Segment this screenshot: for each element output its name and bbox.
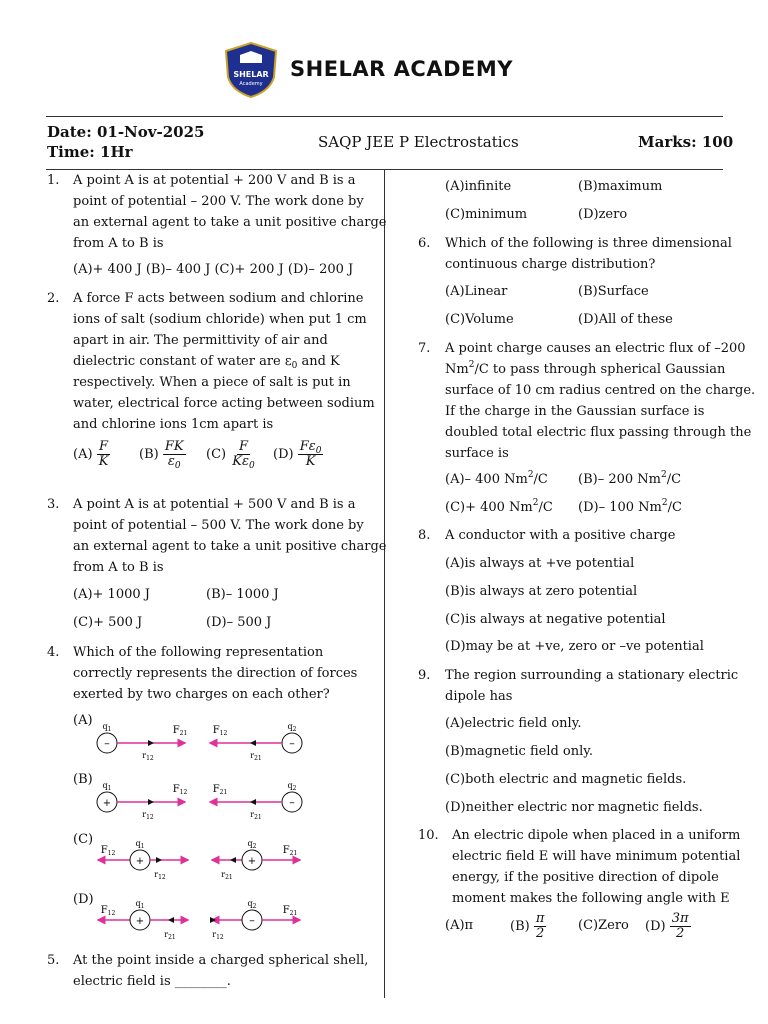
- q10-option-b: (B) $\frac{\pi}{2}$: [510, 911, 545, 941]
- q3-option-b: (B)– 1000 J: [206, 587, 279, 602]
- text-line: The region surrounding a stationary electric: [445, 668, 739, 683]
- charge-sign: +: [135, 856, 145, 867]
- exam-date: Date: 01-Nov-2025: [47, 123, 205, 141]
- text-line: an external agent to take a unit positive charge: [73, 539, 387, 554]
- unit-vector-label: $r_{21}$: [164, 930, 176, 941]
- question-text: [73, 642, 357, 705]
- q4-label-c: (C): [73, 832, 94, 847]
- unit-vector-label: $r_{21}$: [250, 751, 262, 762]
- question-text: [73, 494, 387, 578]
- charge-label: $q_2$: [287, 722, 297, 733]
- academy-name: SHELAR ACADEMY: [290, 57, 513, 81]
- force-label: $F_{12}$: [100, 905, 116, 917]
- text-line: A point charge causes an electric flux of –200: [445, 341, 746, 356]
- text-line: A force F acts between sodium and chlorine: [73, 291, 364, 306]
- unit-vector-label: $r_{21}$: [221, 870, 233, 881]
- q6-option-c: (C)Volume: [445, 312, 514, 327]
- q8-option-c: (C)is always at negative potential: [445, 612, 666, 627]
- text-line: An electric dipole when placed in a uniform: [452, 828, 741, 843]
- text-line: dielectric constant of water are $\varepsilon_0$ and K: [73, 354, 340, 371]
- fraction: $\frac{F\varepsilon_0}{K}$: [299, 439, 322, 469]
- q2-option-a: (A) $\frac{F}{K}$: [73, 439, 109, 469]
- exam-marks: Marks: 100: [638, 133, 734, 151]
- q10-option-d: (D) $\frac{3\pi}{2}$: [645, 911, 689, 941]
- q10-option-c: (C)Zero: [578, 918, 629, 933]
- charge-sign: +: [135, 916, 145, 927]
- text-line: Which of the following is three dimensional: [445, 236, 732, 251]
- text-line: respectively. When a piece of salt is put in: [73, 375, 351, 390]
- q8-option-a: (A)is always at +ve potential: [445, 556, 635, 571]
- q7-option-c: (C)+ 400 Nm$^2$/C: [445, 498, 553, 515]
- question-text: [452, 825, 740, 909]
- q9-option-c: (C)both electric and magnetic fields.: [445, 772, 687, 787]
- q6-option-b: (B)Surface: [578, 284, 649, 299]
- text-line: from A to B is: [73, 560, 164, 575]
- q6-option-a: (A)Linear: [445, 284, 508, 299]
- text-line: an external agent to take a unit positive charge: [73, 215, 387, 230]
- text-line: electric field E will have minimum potential: [452, 849, 741, 864]
- text-line: water, electrical force acting between sodium: [73, 396, 375, 411]
- charge-sign: –: [289, 737, 295, 750]
- exam-time: Time: 1Hr: [47, 143, 133, 161]
- q5-option-a: (A)infinite: [445, 179, 512, 194]
- text-line: energy, if the positive direction of dipole: [452, 870, 719, 885]
- question-text: [73, 950, 368, 992]
- header-rule-top: [46, 116, 723, 117]
- fraction: $\frac{FK}{\varepsilon_0}$: [164, 439, 184, 471]
- text-line: A point A is at potential + 500 V and B is a: [73, 497, 356, 512]
- force-label: $F_{21}$: [172, 725, 188, 737]
- question-number: 6.: [418, 236, 431, 251]
- q7-option-d: (D)– 100 Nm$^2$/C: [578, 498, 682, 515]
- q4-force-diagrams: [90, 710, 320, 950]
- diagram-c: [98, 839, 300, 881]
- q10-option-a: (A)π: [445, 918, 474, 933]
- text-line: surface is: [445, 446, 509, 461]
- fraction: $\frac{3\pi}{2}$: [671, 911, 689, 941]
- text-line: from A to B is: [73, 236, 164, 251]
- charge-label: $q_1$: [135, 899, 145, 910]
- text-line: electric field is ________.: [73, 974, 231, 989]
- text-line: ions of salt (sodium chloride) when put 1 cm: [73, 312, 367, 327]
- charge-label: $q_1$: [102, 722, 112, 733]
- text-line: At the point inside a charged spherical shell,: [73, 953, 369, 968]
- force-label: $F_{12}$: [172, 784, 188, 796]
- question-number: 10.: [418, 828, 439, 843]
- q9-option-b: (B)magnetic field only.: [445, 744, 594, 759]
- q5-option-d: (D)zero: [578, 207, 628, 222]
- q8-option-b: (B)is always at zero potential: [445, 584, 638, 599]
- charge-label: $q_2$: [287, 781, 297, 792]
- charge-label: $q_1$: [135, 839, 145, 850]
- q2-option-d: (D) $\frac{F\varepsilon_0}{K}$: [273, 439, 322, 469]
- question-text: [445, 338, 755, 464]
- q6-option-d: (D)All of these: [578, 312, 673, 327]
- fraction: $\frac{F}{K}$: [98, 439, 109, 469]
- logo-line1: SHELAR: [233, 70, 269, 79]
- q3-option-a: (A)+ 1000 J: [73, 587, 150, 602]
- unit-vector-label: $r_{21}$: [250, 810, 262, 821]
- academy-logo: [222, 41, 280, 99]
- question-text: [445, 665, 738, 707]
- question-text: [73, 288, 375, 435]
- q9-option-a: (A)electric field only.: [445, 716, 582, 731]
- charge-sign: –: [104, 737, 110, 750]
- q4-label-b: (B): [73, 772, 93, 787]
- fraction: $\frac{\pi}{2}$: [535, 911, 545, 941]
- force-label: $F_{21}$: [282, 845, 298, 857]
- text-line: and chlorine ions 1cm apart is: [73, 417, 274, 432]
- force-label: $F_{21}$: [282, 905, 298, 917]
- q3-option-c: (C)+ 500 J: [73, 615, 143, 630]
- q2-option-b: (B) $\frac{FK}{\varepsilon_0}$: [139, 439, 184, 471]
- unit-vector-label: $r_{12}$: [142, 810, 154, 821]
- diagram-b: [97, 781, 302, 821]
- logo-line2: Academy: [239, 81, 263, 87]
- question-text: [445, 233, 732, 275]
- q9-option-d: (D)neither electric nor magnetic fields.: [445, 800, 703, 815]
- text-line: apart in air. The permittivity of air and: [73, 333, 328, 348]
- unit-vector-label: $r_{12}$: [142, 751, 154, 762]
- text-line: Which of the following representation: [73, 645, 324, 660]
- unit-vector-label: $r_{12}$: [154, 870, 166, 881]
- text-line: continuous charge distribution?: [445, 257, 656, 272]
- q3-option-d: (D)– 500 J: [206, 615, 272, 630]
- q4-label-a: (A): [73, 713, 93, 728]
- unit-vector-label: $r_{12}$: [212, 930, 224, 941]
- question-text: [73, 170, 387, 254]
- q2-option-c: (C) $\frac{F}{K\varepsilon_0}$: [206, 439, 255, 471]
- text-line: A conductor with a positive charge: [445, 528, 676, 543]
- question-text: [445, 525, 675, 546]
- charge-label: $q_2$: [247, 839, 257, 850]
- q5-option-b: (B)maximum: [578, 179, 663, 194]
- text-line: moment makes the following angle with E: [452, 891, 730, 906]
- force-label: $F_{21}$: [212, 784, 228, 796]
- q7-option-b: (B)– 200 Nm$^2$/C: [578, 470, 682, 487]
- text-line: dipole has: [445, 689, 513, 704]
- charge-sign: +: [102, 798, 112, 809]
- question-number: 9.: [418, 668, 431, 683]
- charge-sign: +: [247, 856, 257, 867]
- text-line: doubled total electric flux passing through the: [445, 425, 752, 440]
- text-line: A point A is at potential + 200 V and B is a: [73, 173, 356, 188]
- charge-sign: –: [289, 796, 295, 809]
- force-label: $F_{12}$: [212, 725, 228, 737]
- question-number: 4.: [47, 645, 60, 660]
- q4-label-d: (D): [73, 892, 94, 907]
- text-line: point of potential – 500 V. The work done by: [73, 518, 364, 533]
- force-label: $F_{12}$: [100, 845, 116, 857]
- q1-options: (A)+ 400 J (B)– 400 J (C)+ 200 J (D)– 200 J: [73, 262, 354, 277]
- question-number: 2.: [47, 291, 60, 306]
- column-divider: [384, 170, 385, 998]
- text-line: exerted by two charges on each other?: [73, 687, 330, 702]
- text-line: correctly represents the direction of forces: [73, 666, 358, 681]
- question-number: 8.: [418, 528, 431, 543]
- q5-option-c: (C)minimum: [445, 207, 528, 222]
- text-line: Nm$^2$/C to pass through spherical Gaussian: [445, 360, 726, 377]
- question-number: 1.: [47, 173, 60, 188]
- exam-title: SAQP JEE P Electrostatics: [318, 133, 519, 151]
- question-number: 7.: [418, 341, 431, 356]
- text-line: point of potential – 200 V. The work done by: [73, 194, 364, 209]
- diagram-d: [98, 899, 300, 941]
- text-line: If the charge in the Gaussian surface is: [445, 404, 705, 419]
- question-number: 3.: [47, 497, 60, 512]
- q7-option-a: (A)– 400 Nm$^2$/C: [445, 470, 548, 487]
- charge-label: $q_2$: [247, 899, 257, 910]
- charge-sign: –: [249, 914, 255, 927]
- q8-option-d: (D)may be at +ve, zero or –ve potential: [445, 639, 704, 654]
- diagram-a: [97, 722, 302, 762]
- text-line: surface of 10 cm radius centred on the charge.: [445, 383, 756, 398]
- fraction: $\frac{F}{K\varepsilon_0}$: [232, 439, 255, 471]
- question-number: 5.: [47, 953, 60, 968]
- charge-label: $q_1$: [102, 781, 112, 792]
